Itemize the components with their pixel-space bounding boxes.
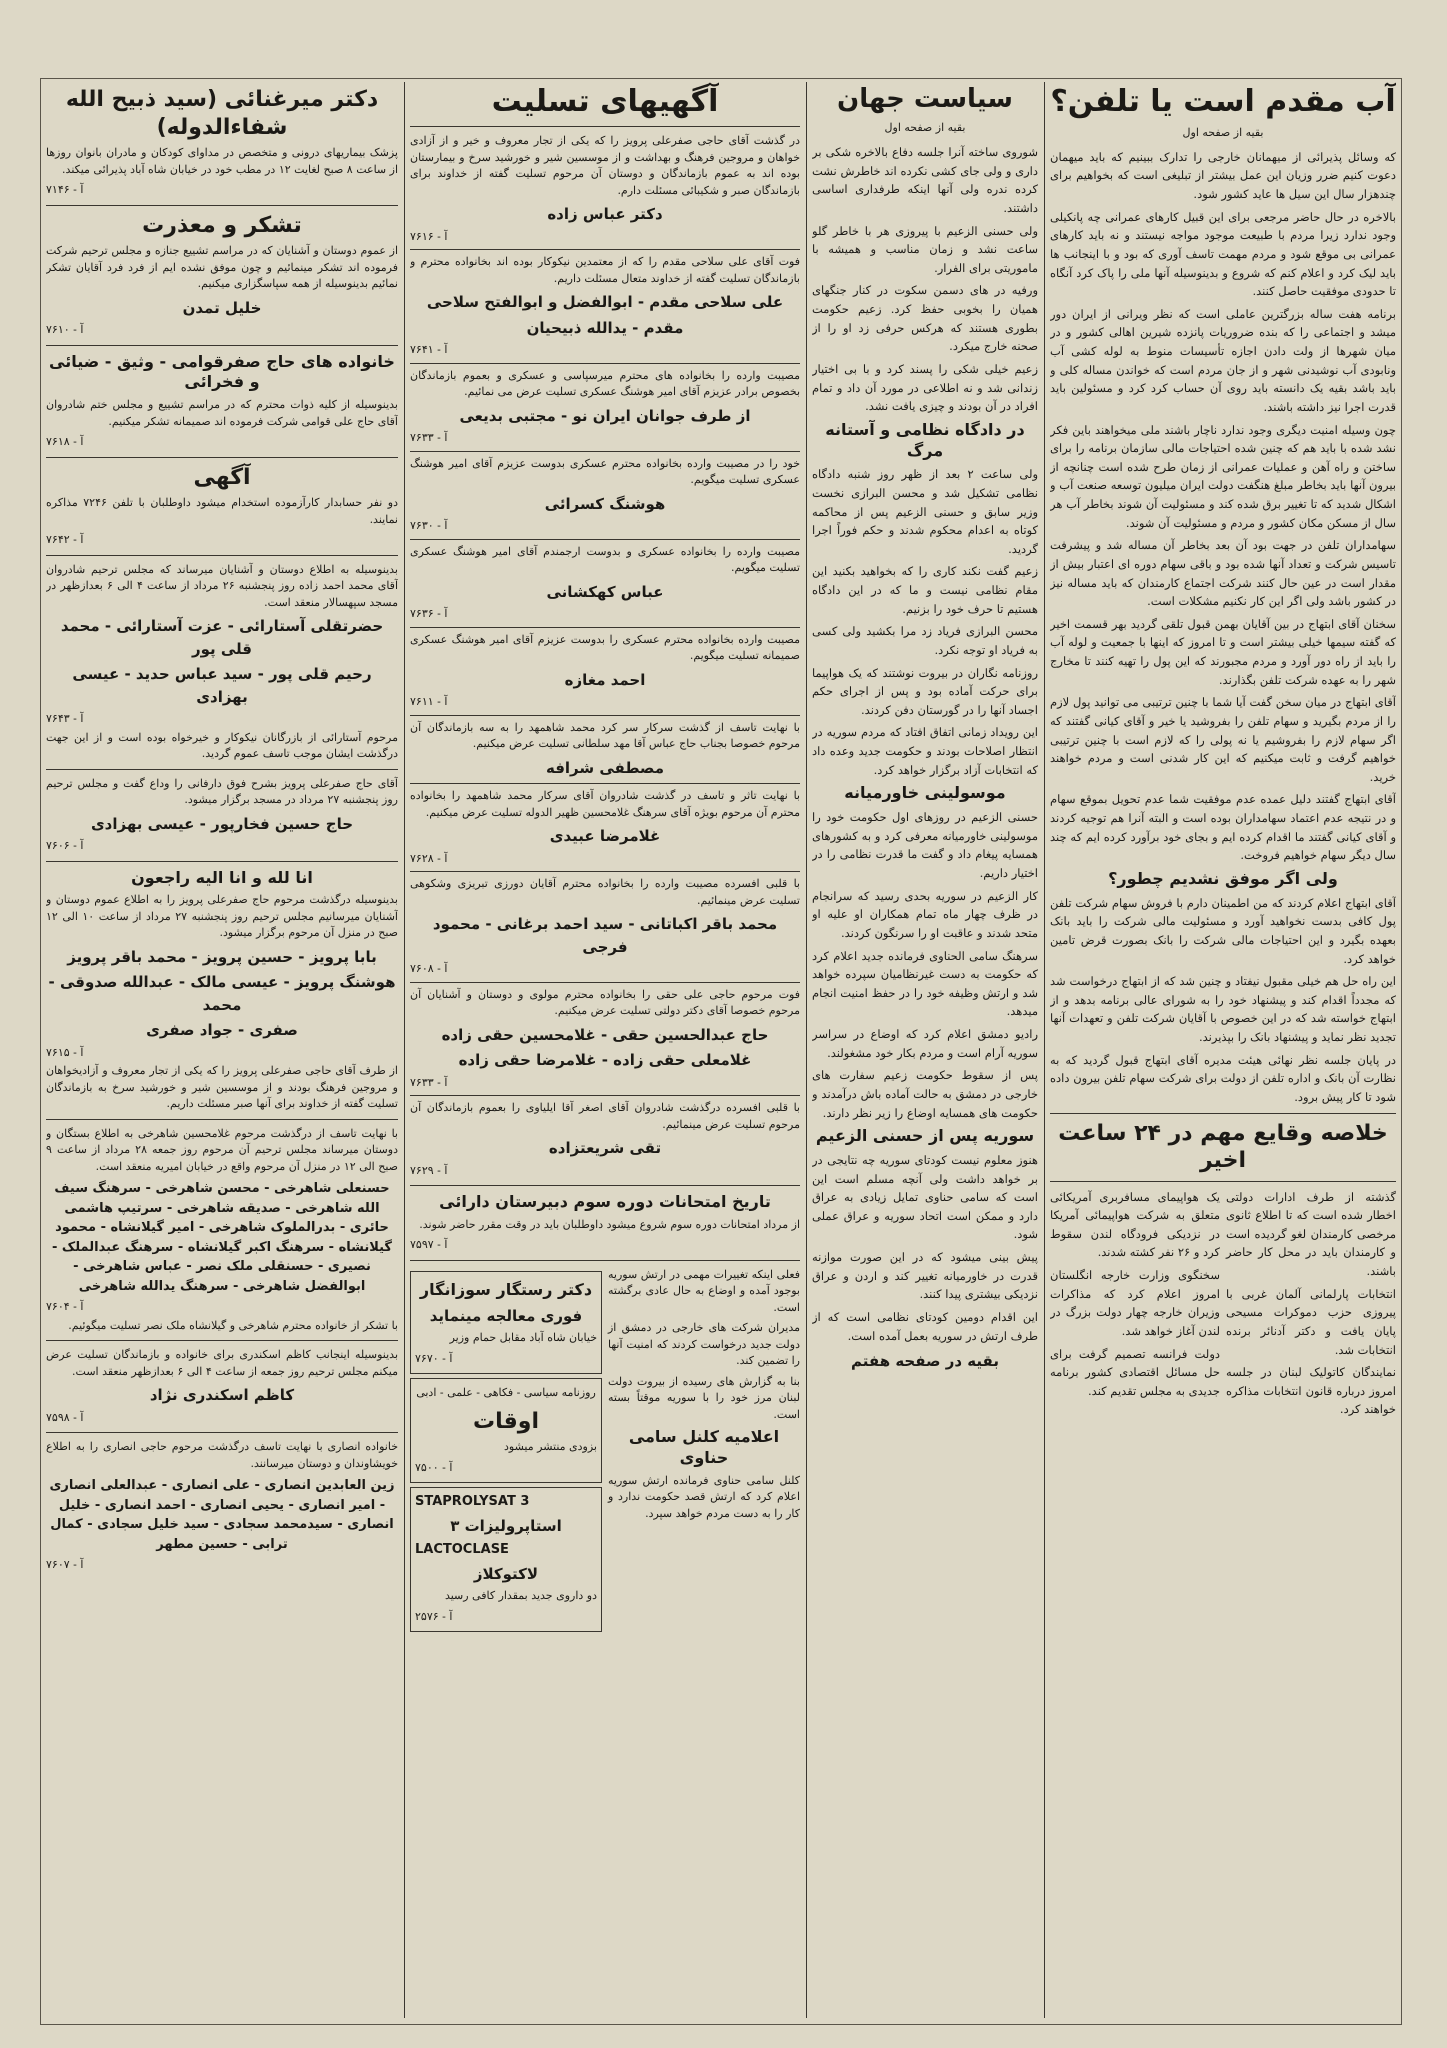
news-paragraph: مدیران شرکت های خارجی در دمشق از دولت جدید درخواست کردند که امنیت آنها را تضمین کند. — [608, 1321, 800, 1368]
product-name-fa: استاپرولیزات ۳ — [450, 1516, 562, 1535]
article-paragraph: ولی حسنی الزعیم با پیروزی هر با خاطر گلو ساعت نشد و زمان مناسب و همیشه با ماموریتی برای الفرار. — [812, 223, 1038, 275]
ad-signature: محمد باقر اکباتانی - سید احمد برغانی - محمود فرجی — [432, 915, 778, 956]
divider — [46, 1432, 398, 1433]
condolence-ad — [410, 456, 800, 535]
article-paragraph: این رویداد زمانی اتفاق افتاد که مردم سوریه در انتظار اصلاحات بودند و حکومت جدید وعده داد که انتخابات آزاد برگزار خواهد کرد. — [812, 725, 1038, 777]
ad-signature: هوشنگ پرویز - عیسی مالک - عبدالله صدوقی - محمد — [48, 973, 396, 1014]
article-paragraph: محسن البرازی فریاد زد مرا بکشید ولی کسی به فریاد او توجه نکرد. — [812, 624, 1038, 657]
ad-code: آ - ۷۶۰۴ — [46, 1300, 84, 1314]
divider — [410, 249, 800, 250]
magazine-text: بزودی منتشر میشود — [504, 1440, 597, 1454]
condolence-ad — [410, 632, 800, 711]
article-paragraph: چون وسیله امنیت دیگری وجود ندارد ناچار باشند ملی میخواهند باین فکر نشد شده با باید هم که چنین شده احتیاجات مالی سازمان برنامه را برای ساختن و راه آهن و عملیات عمرانی از زمان طرح شده است چنانچه از بیرون آنها باید بخاطر مبلغ هنگفت دولت ایران میلیون توسعه صنعت آب و اشکال شدید که تا تغییر برق شده کند و مسئولیت آن شوند بخاطر آب هر سال از مسکن مکان کشور و مردم و مسئولیت آن شوند. — [1050, 422, 1396, 530]
article-paragraph: آقای ابتهاج در میان سخن گفت آیا شما با چنین ترتیبی می توانید پول لازم را از مردم بگیرید و سهام تلفن را بفروشید یا خیر و آقای کیانی گفتند که اگر سهام لازم را بفروشیم یا نه پولی را که لازم است با چنین ترتیبی خواهیم گرفت و ثابت میکنیم که این کار شدنی است و مردم خواهند خرید. — [1050, 695, 1396, 784]
article-paragraph: ولی ساعت ۲ بعد از ظهر روز شنبه دادگاه نظامی تشکیل شد و محسن البرازی نخست وزیر سابق و حسنی الزعیم پس از محاکمه کوتاه به اعدام محکوم شدند و حکم فوراً اجرا گردید. — [812, 467, 1038, 556]
condolence-ad — [410, 1100, 800, 1179]
ad-code: آ - ۷۶۴۳ — [46, 712, 84, 726]
divider — [46, 1119, 398, 1120]
hanawi-title: اعلامیه کلنل سامی حناوی — [628, 1427, 780, 1468]
ad-text: خانواده انصاری با نهایت تاسف درگذشت مرحوم حاجی انصاری را به اطلاع خویشاوندان و دوستان میرسانند. — [46, 1440, 398, 1470]
column-condolence-ads — [410, 82, 800, 2018]
ad-text: بدینوسیله از کلیه ذوات محترم که در مراسم تشییع و مجلس ختم شادروان آقای حاج علی قوامی شرکت فرموده اند صمیمانه تشکر میکنیم. — [46, 398, 398, 428]
ad-signature: احمد مغازه — [564, 670, 646, 689]
condolence-ad — [410, 254, 800, 359]
article-quote: ولی اگر موفق نشدیم چطور؟ — [1108, 868, 1338, 888]
divider — [410, 783, 800, 784]
exam-text: از مرداد امتحانات دوره سوم شروع میشود داوطلبان باید در وقت مقرر حاضر شوند. — [419, 1217, 800, 1231]
exam-title: تاریخ امتحانات دوره سوم دبیرستان دارائی — [439, 1192, 771, 1211]
ad-signature: مصطفی شرافه — [545, 758, 664, 777]
divider — [1050, 1113, 1396, 1114]
ad-code: آ - ۷۶۳۳ — [410, 431, 448, 444]
notice-title: آگهی — [193, 464, 251, 490]
divider — [46, 555, 398, 556]
inna-title: انا لله و انا الیه راجعون — [131, 867, 313, 887]
magazine-ad-box — [410, 1378, 602, 1483]
ad-text: از طرف آقای حاجی صفرعلی پرویز را که یکی از تجار معروف و آزادیخواهان و مروجین فرهنگ بودند و از موسسین شیر و خورشید سرخ به بازماندگان تسلیت گفته از خداوند برای آنها صبر مسئلت داریم. — [46, 1064, 398, 1111]
ad-signature: از طرف جوانان ایران نو - مجتبی بدیعی — [459, 406, 751, 425]
article-paragraph: این راه حل هم خیلی مقبول نیفتاد و چنین شد که از ابتهاج درخواست شد که مجدداً اقدام کند و پیشنهاد خود را به شورای عالی برنامه بدهد و از ابتهاج خواسته شد که در این خصوص با آقایان شرکت تلفن و تعهدات آنها تجدید نظر نماید و پیشنهاد بانک را بپذیرند. — [1050, 974, 1396, 1045]
divider — [410, 871, 800, 872]
ad-code: آ - ۷۶۴۲ — [46, 533, 84, 547]
doctor-ad-title: دکتر میرغنائی (سید ذبیح الله شفاءالدوله) — [65, 87, 379, 140]
magazine-title: اوقات — [473, 1408, 539, 1434]
summary-item: انتخابات پارلمانی آلمان غربی با پیروزی حزب دموکرات مسیحی پایان یافت و دکتر آدنائر برنده انتخابات شد. — [1226, 1286, 1396, 1357]
article-paragraph: سخنان آقای ابتهاج در بین آقایان بهمن قبول تلقی گردید بهر قسمت اخیر که گفته سیمها خیلی بیشتر است و تا امروز که اینها با جمعیت و لوله آب را باید از راه دور آورد و مردم مجبورند که این پول را تهیه کنند تا مخارج شهر را به عهده شرکت تلفن بگذارند. — [1050, 616, 1396, 687]
ad-code: آ - ۷۶۰۷ — [46, 1558, 84, 1572]
news-paragraph: کلنل سامی حناوی فرمانده ارتش سوریه اعلام کرد که ارتش قصد حکومت ندارد و کار را به دست مردم خواهد سپرد. — [608, 1473, 800, 1520]
ad-signature: مقدم - یدالله ذبیحیان — [526, 318, 684, 337]
article-paragraph: آقای ابتهاج اعلام کردند که من اطمینان دارم با فروش سهام شرکت تلفن پول کافی بدست نخواهید آورد و مسئولیت مالی شرکت را باید بانک بعهده بگیرد و این احتیاجات مالی شرکت را بانک بصورت قرض تامین خواهد کرد. — [1050, 895, 1396, 966]
ad-code: آ - ۷۶۳۶ — [410, 607, 448, 620]
article-paragraph: هنوز معلوم نیست کودتای سوریه چه نتایجی در بر خواهد داشت ولی آنچه مسلم است این است که سامی حناوی تمایل زیادی به عراق دارد و ممکن است اتحاد سوریه و عراق عملی شود. — [812, 1152, 1038, 1242]
article-paragraph: روزنامه نگاران در بیروت نوشتند که یک هواپیما برای حرکت آماده بود و پس از اجرای حکم اجساد آنها را در گورستان دفن کردند. — [812, 665, 1038, 717]
family-title: خانواده های حاج صفرقوامی - وثیق - ضیائی و فخرائی — [49, 351, 395, 392]
ad-signature: بابا پرویز - حسین پرویز - محمد باقر پرویز — [67, 947, 377, 966]
divider — [46, 769, 398, 770]
article-paragraph: زعیم گفت نکند کاری را که بخواهید بکنید این مقام نظامی نیست و ما که در این دادگاه هستیم تا حرف خود را بزنیم. — [812, 564, 1038, 616]
ad-text: دو نفر حسابدار کارآزموده استخدام میشود داوطلبان با تلفن ۷۲۴۶ مذاکره نمایند. — [46, 496, 398, 526]
divider — [46, 205, 398, 206]
thanks-title: تشکر و معذرت — [142, 212, 302, 238]
product-name-en: STAPROLYSAT 3 — [415, 1494, 530, 1510]
divider — [410, 1260, 800, 1261]
article-paragraph: بالاخره در حال حاضر مرجعی برای این قبیل کارهای عمرانی چه پانکیلی وجود ندارد زیرا مردم با طبیعت موجود مواجه نیستند و نه باید کارهای عمرانی بی موقع شود و مردم مهمت تاسف آوری که بود و با اینجانب ها باید لیک کرد و اعلام کنم که شروع و بدینوسیله آنها ملی را پاک کرد آنگاه تا حدودی موفقیت حاصل کنند. — [1050, 209, 1396, 299]
ad-signature: حاج حسین فخارپور - عیسی بهزادی — [90, 814, 354, 833]
ad-code: آ - ۷۶۱۰ — [46, 323, 84, 336]
ad-code: آ - ۷۶۱۶ — [410, 229, 448, 243]
column-rule — [404, 82, 405, 2018]
divider — [46, 345, 398, 346]
ad-code: آ - ۷۶۴۱ — [410, 343, 448, 356]
divider — [410, 982, 800, 983]
product-name-en: LACTOCLASE — [415, 1542, 509, 1558]
magazine-pre: روزنامه سیاسی - فکاهی - علمی - ادبی — [416, 1386, 596, 1400]
article-paragraph: کار الزعیم در سوریه بحدی رسید که سرانجام در ظرف چهار ماه تمام همکاران او علیه او متحد شدند و عاقبت او را سرنگون کردند. — [812, 888, 1038, 940]
ad-text: مصیبت وارده بخانواده محترم عسکری را بدوست عزیزم آقای امیر هوشنگ عسکری صمیمانه تسلیت میگویم. — [410, 632, 800, 662]
ad-code: آ - ۷۶۷۰ — [415, 1351, 453, 1365]
ad-signature: خلیل تمدن — [182, 298, 262, 317]
headline-condolences: آگهیهای تسلیت — [491, 84, 719, 119]
doctor-address: خیابان شاه آباد مقابل حمام وزیر — [449, 1331, 597, 1345]
summary-grid — [1050, 1188, 1396, 1424]
ad-signature: حسنعلی شاهرخی - محسن شاهرخی - سرهنگ سیف الله شاهرخی - صدیقه شاهرخی - سرتیپ هاشمی حائری - بدرالملوک شاهرخی - امیر گیلانشاه - محمود گیلانشاه - سرهنگ اکبر گیلانشاه - سرهنگ عبدالملک - نصیری - حسنقلی ملک نصر - عباس شاهرخی - ابوالفضل شاهرخی - سرهنگ یدالله شاهرخی — [52, 1181, 392, 1294]
ad-text: در گذشت آقای حاجی صفرعلی پرویز را که یکی از تجار معروف و خیر و از آزادی خواهان و مروجین فرهنگ و بهداشت و از موسسین شیر و خورشید سرخ و بیمارستان بوده اند به عموم بازماندگان و دوستان آن مرحوم تسلیت گفته از خداوند برای بازماندگان صبر و شکیبائی مسئلت دارم. — [410, 134, 800, 197]
divider — [410, 1095, 800, 1096]
ad-text: با قلبی افسرده درگذشت شادروان آقای اصغر آقا ایلیاوی را بعموم بازماندگان آن مرحوم تسلیت عرض مینمائیم. — [410, 1101, 800, 1131]
summary-item: سخنگوی وزارت خارجه انگلستان امروز اعلام کرد که مذاکرات وزیران خارجه چهار دولت بزرگ در لندن آغاز خواهد شد. — [1050, 1268, 1220, 1338]
ad-code: آ - ۷۵۹۸ — [46, 1410, 84, 1424]
divider — [410, 715, 800, 716]
ad-code: آ - ۷۵۰۰ — [415, 1460, 453, 1474]
continued-label: بقیه از صفحه اول — [1182, 126, 1264, 139]
article-paragraph: پیش بینی میشود که در این صورت موازنه قدرت در خاورمیانه تغییر کند و اردن و عراق نزدیکی بیشتری پیدا کنند. — [812, 1250, 1038, 1302]
ad-text: از عموم دوستان و آشنایان که در مراسم تشییع جنازه و مجلس ترحیم شرکت فرموده اند تشکر مینمائیم و چون موفق نشده ایم از فرد فرد آقایان تشکر نمائیم بدینوسیله از همه سپاسگزاری میکنیم. — [46, 244, 398, 290]
condolence-ad — [410, 368, 800, 447]
ad-text: فوت آقای علی سلاحی مقدم را که از معتمدین نیکوکار بوده اند بخانواده محترم و بازماندگان تسلیت گفته از خداوند متعال مسئلت داریم. — [410, 255, 800, 285]
ad-signature: کاظم اسکندری نژاد — [149, 1386, 295, 1405]
ad-code: آ - ۷۶۰۸ — [410, 962, 448, 975]
divider — [410, 627, 800, 628]
ad-signature: عباس کهکشانی — [546, 582, 664, 601]
ad-text: بدینوسیله به اطلاع دوستان و آشنایان میرساند که مجلس ترحیم شادروان آقای محمد احمد زاده روز پنجشنبه ۲۶ مرداد از ساعت ۴ الی ۶ بعدازظهر در مسجد سپهسالار منعقد است. — [46, 562, 398, 609]
article-paragraph: برنامه هفت ساله بزرگترین عاملی است که نظر ویرانی از ایران دور میشد و اجتماعی را که بنده ضروریات پانزده شیرین اهالی کشور و در میان شهرها از ولت دادن اجازه تأسیسات منوط به لوله کشی آب ونابودی آب نوشیدنی شهر و از جان مردم است که خواندن مساله کلی و باید باشد بقیه یک دانسته باید روی آن حساب کرد کرد و مسئولین باید قدرت اجرا نیز داشته باشند. — [1050, 306, 1396, 414]
ad-code: آ - ۷۱۴۶ — [46, 183, 84, 196]
continued-footer: بقیه در صفحه هفتم — [851, 1352, 999, 1371]
ad-text: با نهایت تاثر و تاسف در گذشت شادروان آقای سرکار محمد شاهمهد را بخانواده محترم آن مرحوم بویژه آقای سرهنگ غلامحسین ظهیر الدوله تسلیت عرض میکنیم. — [410, 789, 800, 819]
ad-code: آ - ۷۶۲۹ — [410, 1163, 448, 1177]
ad-signature: حضرتقلی آستارائی - عزت آستارائی - محمد قلی پور — [60, 617, 384, 658]
divider — [410, 451, 800, 452]
article-paragraph: که وسائل پذیرائی از میهمانان خارجی را تدارک ببینیم که باید میهمان دعوت کنیم ضرر وزیان این عمل بیشتر از تبلیغی است که بخواهیم برای چندهزار سال این سیل ها عاید کشور شود. — [1050, 149, 1396, 202]
ad-code: آ - ۷۶۱۱ — [410, 695, 448, 708]
ad-text: با تشکر از خانواده محترم شاهرخی و گیلانشاه ملک نصر تسلیت میگوئیم. — [68, 1318, 398, 1332]
subheading-syria: سوریه پس از حسنی الزعیم — [815, 1126, 1035, 1146]
product-text: دو داروی جدید بمقدار کافی رسید — [444, 1589, 597, 1603]
ad-signature: زین العابدین انصاری - علی انصاری - عبدالعلی انصاری - امیر انصاری - یحیی انصاری - احمد انصاری - خلیل انصاری - سیدمحمد سجادی - سید خلیل سجادی - کمال ترابی - حسین مطهر — [49, 1478, 395, 1552]
column-water-telephone — [1050, 82, 1396, 2018]
ad-text: بدینوسیله درگذشت مرحوم حاج صفرعلی پرویز را به اطلاع عموم دوستان و آشنایان میرسانیم مجلس ترحیم روز پنجشنبه ۲۷ مرداد از ساعت ۱۰ الی ۱۲ صبح در منزل آن مرحوم برگزار میشود. — [46, 893, 398, 940]
ad-signature: تقی شریعتزاده — [548, 1139, 662, 1157]
summary-item: یک هواپیمای مسافربری آمریکائی متعلق به شرکت هواپیمائی آمریکا در نزدیکی فرودگاه لندن سقوط کرد و ۲۶ نفر کشته شدند. — [1050, 1189, 1220, 1260]
article-paragraph: حسنی الزعیم در روزهای اول حکومت خود را موسولینی خاورمیانه معرفی کرد و به کشورهای همسایه پیغام داد و گفت ما قدرت نظامی را در اختیار داریم. — [812, 810, 1038, 881]
article-paragraph: در پایان جلسه نظر نهائی هیئت مدیره آقای ابتهاج قبول گردید که به نظارت آن بانک و اداره تلفن از دولت برای شرکت سهام تلفن بیرون داده شود تا کار پیش برود. — [1050, 1052, 1396, 1104]
ad-code: آ - ۷۶۱۸ — [46, 435, 84, 449]
subheading-mussolini: موسولینی خاورمیانه — [844, 783, 1006, 803]
ad-signature: غلامرضا عبیدی — [549, 827, 661, 845]
article-paragraph: سهامداران تلفن در جهت بود آن بعد بخاطر آن مساله شد و پیشرفت تاسیس شرکت و تعداد آنها شده بود و باقی سهام دوره ای اعتبار بیش از مقدار است در عین حال کنند شرکت اجتماع کارمندان که باید مساله نیز در کشور باشد ولی اگر این کار نکنیم مشکلات است. — [1050, 538, 1396, 609]
article-paragraph: این اقدام دومین کودتای نظامی است که از طرف ارتش در سوریه بعمل آمده است. — [812, 1309, 1038, 1343]
ad-text: آقای حاج صفرعلی پرویز بشرح فوق دارفانی را وداع گفت و مجلس ترحیم روز پنجشنبه ۲۷ مرداد در مسجد برگزار میشود. — [46, 776, 398, 807]
ad-signature: دکتر عباس زاده — [547, 205, 663, 223]
doctor-subtitle: فوری معالجه مینماید — [429, 1306, 583, 1325]
headline-water-telephone: آب مقدم است یا تلفن؟ — [1050, 84, 1396, 119]
article-paragraph: زعیم خیلی شکی را پسند کرد و با بی اختیار زندانی شد و نه اطلاعی در مورد آن داد و تمام افراد در آن بودند و چیزی یافت نشد. — [812, 361, 1038, 414]
ad-text: مصیبت وارده را بخانواده های محترم میرسپاسی و عسکری و بعموم بازماندگان بخصوص برادر عزیزم آقای امیر هوشنگ عسکری تسلیت عرض می نمائیم. — [410, 368, 800, 398]
continued-label: بقیه از صفحه اول — [884, 121, 966, 135]
condolence-ad — [410, 544, 800, 623]
doctor-name: دکتر رستگار سوزانگار — [419, 1279, 593, 1299]
ad-signature: صفری - جواد صفری — [146, 1021, 298, 1040]
condolence-ad — [410, 876, 800, 978]
ad-text: بدینوسیله اینجانب کاظم اسکندری برای خانواده و بازماندگان تسلیت عرض میکنم مجلس ترحیم روز جمعه از ساعت ۴ الی ۶ بعدازظهر منعقد است. — [46, 1348, 398, 1378]
condolence-ad — [410, 720, 800, 780]
ad-code: آ - ۷۶۲۸ — [410, 851, 448, 865]
subheading-trial: در دادگاه نظامی و آستانه مرگ — [825, 419, 1025, 460]
divider — [410, 126, 800, 127]
headline-world-politics: سیاست جهان — [837, 84, 1013, 114]
column-rule — [1044, 82, 1045, 2018]
ad-code: آ - ۷۶۰۶ — [46, 839, 84, 853]
ad-code: آ - ۷۶۱۵ — [46, 1045, 84, 1059]
ad-code: آ - ۷۵۹۷ — [410, 1238, 448, 1252]
divider — [410, 1185, 800, 1186]
ad-signature: حاج عبدالحسین حقی - غلامحسین حقی زاده — [441, 1025, 769, 1044]
article-paragraph: آقای ابتهاج گفتند دلیل عمده عدم موفقیت شما عدم تحویل بموقع سهام و در نتیجه عدم اعتماد سهامداران بوده است و البته آنرا هم توجیه کردند و آقای کیانی گفتند ما اقدام کرده ایم و بجای خود برآورد کرده ایم که چند سال دیگر سهام خواهیم فروخت. — [1050, 792, 1396, 863]
news-paragraph: فعلی اینکه تغییرات مهمی در ارتش سوریه بوجود آمده و اوضاع به حال عادی برگشته است. — [608, 1267, 800, 1314]
ad-signature: غلامعلی حقی زاده - غلامرضا حقی زاده — [458, 1051, 752, 1069]
article-paragraph: سرهنگ سامی الحناوی فرمانده جدید اعلام کرد که حکومت به دست غیرنظامیان سپرده خواهد شد و ارتش وظیفه خود را در حفظ امنیت انجام میدهد. — [812, 948, 1038, 1019]
ad-code: آ - ۷۶۳۳ — [410, 1075, 448, 1089]
ad-text: با نهایت تاسف از درگذشت مرحوم غلامحسین شاهرخی به اطلاع بستگان و دوستان میرساند مجلس ترحیم آن مرحوم روز جمعه ۲۸ مرداد از ساعت ۹ صبح الی ۱۲ در منزل آن مرحوم واقع در خیابان امیریه منعقد است. — [46, 1126, 398, 1173]
article-paragraph: رادیو دمشق اعلام کرد که اوضاع در سراسر سوریه آرام است و مردم بکار خود مشغولند. — [812, 1027, 1038, 1060]
condolence-ad — [410, 133, 800, 245]
article-paragraph: ورفیه در های دسمن سکوت در کنار جنگهای همیان را بخوبی حفظ کرد. زعیم حکومت بطوری هستند که هرکس حرفی زد او را از صحنه خارج میکرد. — [812, 283, 1038, 354]
summary-item: گذشته از طرف ادارات دولتی اخطار شده است که تا اطلاع ثانوی مرخصی کارمندان لغو گردیده است و کارمندان باید در محل کار حاضر باشند. — [1226, 1189, 1396, 1279]
news-paragraph: بنا به گزارش های رسیده از بیروت دولت لبنان مرز خود را با سوریه موقتاً بسته است. — [608, 1374, 800, 1421]
ad-text: فوت مرحوم حاجی علی حقی را بخانواده محترم مولوی و دوستان و آشنایان آن مرحوم خصوصا آقای دکتر دولتی تسلیت عرض میکنیم. — [410, 987, 800, 1017]
ad-signature: علی سلاحی مقدم - ابوالفضل و ابوالفتح سلاحی — [426, 293, 784, 311]
ad-text: مرحوم آستارائی از بازرگانان نیکوکار و خیرخواه بوده است و از این جهت درگذشت ایشان موجب تاسف عموم گردید. — [46, 730, 398, 761]
summary-headline: خلاصه وقایع مهم در ۲۴ ساعت اخیر — [1058, 1120, 1388, 1174]
product-name-fa: لاکتوکلاز — [473, 1564, 539, 1583]
condolence-ad — [410, 788, 800, 867]
product-ad-box — [410, 1487, 602, 1632]
bottom-ads-grid — [410, 1267, 800, 1636]
ad-text: با قلبی افسرده مصیبت وارده را بخانواده محترم آقایان دورزی تبریزی وشکوهی تسلیت عرض مینمائیم. — [410, 877, 800, 907]
ad-text: پزشک بیماریهای درونی و متخصص در مداوای کودکان و مادران بانوان روزها از ساعت ۸ صبح لغایت ۱۲ در مطب خود در خیابان شاه آباد پذیرائی میکند. — [46, 146, 398, 176]
divider — [410, 363, 800, 364]
divider — [410, 539, 800, 540]
divider — [46, 861, 398, 862]
ad-text: با نهایت تاسف از گذشت سرکار سر کرد محمد شاهمهد را به سه بازماندگان آن مرحوم خصوصا بجناب حاج عباس آقا مهد سلطانی تسلیت عرض میکنیم. — [410, 720, 800, 750]
article-paragraph: شوروی ساخته آنرا جلسه دفاع بالاخره شکی بر داری و ولی جای کشی نکرده اند خاطرش نشت کرده ندره ولی آنها اینکه طرفداری اساسی داشتند. — [812, 145, 1038, 215]
ad-text: مصیبت وارده را بخانواده عسکری و بدوست ارجمندم آقای امیر هوشنگ عسکری تسلیت میگویم. — [410, 544, 800, 574]
ad-code: آ - ۷۶۳۰ — [410, 519, 448, 532]
ad-signature: هوشنگ کسرائی — [544, 494, 666, 513]
ad-code: آ - ۲۵۷۶ — [415, 1609, 453, 1623]
doctor-ad-box — [410, 1271, 602, 1374]
divider — [46, 457, 398, 458]
divider — [1050, 1181, 1396, 1182]
column-rule — [806, 82, 807, 2018]
condolence-ad — [410, 987, 800, 1092]
column-classified-ads — [46, 82, 398, 2018]
summary-item: دولت فرانسه تصمیم گرفت برای حل مسائل اقتصادی کشور برنامه جدیدی به مجلس تقدیم کند. — [1050, 1346, 1220, 1398]
article-paragraph: پس از سقوط حکومت زعیم سفارت های خارجی در دمشق به حالت آماده باش درآمدند و حکومت های همسایه اوضاع را زیر نظر دارند. — [812, 1068, 1038, 1120]
divider — [46, 1340, 398, 1341]
ad-text: خود را در مصیبت وارده بخانواده محترم عسکری بدوست عزیزم آقای امیر هوشنگ عسکری تسلیت میگویم. — [410, 456, 800, 486]
ad-signature: رحیم قلی پور - سید عباس حدید - عیسی بهزادی — [72, 665, 372, 706]
column-world-politics — [812, 82, 1038, 2018]
summary-item: نمایندگان کاتولیک لبنان در جلسه امروز درباره قانون انتخابات مذاکره خواهند کرد. — [1226, 1365, 1396, 1417]
exam-notice — [410, 1192, 800, 1254]
